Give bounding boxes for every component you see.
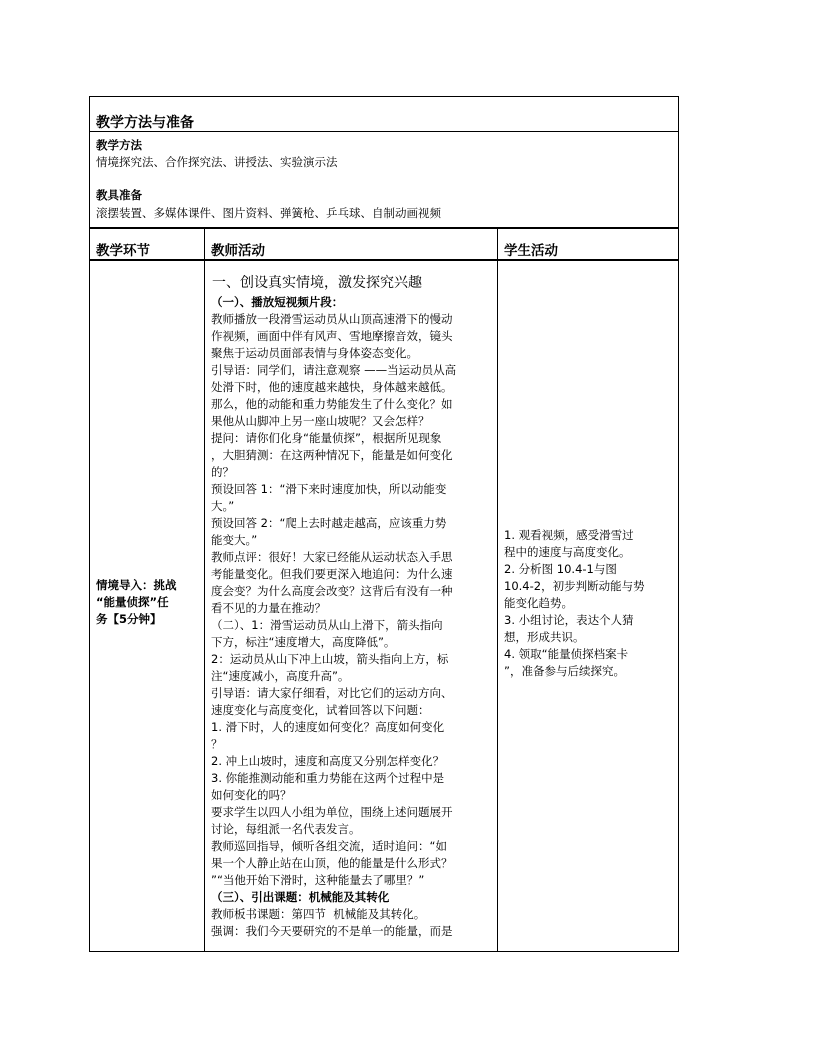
- teacher-line: 速度变化与高度变化，试着回答以下问题：: [211, 703, 430, 717]
- teacher-line: 强调：我们今天要研究的不是单一的能量，而是: [211, 924, 453, 938]
- student-line: 4. 领取“能量侦探档案卡: [504, 647, 629, 661]
- teacher-line: 如何变化的吗？: [211, 788, 292, 802]
- teacher-line: 讨论，每组派一名代表发言。: [211, 822, 361, 836]
- stage-line: 务【5分钟】: [96, 612, 162, 626]
- teacher-line: 2：运动员从山下冲上山坡，箭头指向上方，标: [211, 652, 449, 666]
- student-line: 1. 观看视频，感受滑雪过: [504, 528, 634, 542]
- teacher-line: 下方，标注“速度增大，高度降低”。: [211, 635, 396, 649]
- teacher-line: 3. 你能推测动能和重力势能在这两个过程中是: [211, 771, 445, 785]
- teacher-line: ？: [211, 737, 223, 751]
- teacher-line: 引导语：同学们，请注意观察 ——当运动员从高: [211, 363, 457, 377]
- teacher-line: 2. 冲上山坡时，速度和高度又分别怎样变化？: [211, 754, 445, 768]
- teacher-line: 度会变？为什么高度会改变？这背后有没有一种: [211, 584, 453, 598]
- teacher-subheading: （一）、播放短视频片段：: [211, 295, 344, 309]
- student-line: ”，准备参与后续探究。: [504, 664, 625, 678]
- teacher-line: ”“当他开始下滑时，这种能量去了哪里？”: [211, 873, 425, 887]
- section-title: 教学方法与准备: [96, 115, 194, 131]
- teacher-line: 要求学生以四人小组为单位，围绕上述问题展开: [211, 805, 453, 819]
- teacher-line: 注“速度减小，高度升高”。: [211, 669, 350, 683]
- stage-line: 情境导入：挑战: [96, 578, 177, 592]
- teacher-line: 考能量变化。但我们要更深入地追问：为什么速: [211, 567, 453, 581]
- header-bottom-border: [90, 259, 678, 261]
- teacher-line: 引导语：请大家仔细看，对比它们的运动方向、: [211, 686, 453, 700]
- teacher-line: 处滑下时，他的速度越来越快，身体越来越低。: [211, 380, 453, 394]
- student-line: 想，形成共识。: [504, 630, 585, 644]
- stage-cell: [96, 577, 200, 628]
- teacher-heading: 一、创设真实情境，激发探究兴趣: [212, 275, 422, 291]
- teacher-subheading: （三）、引出课题：机械能及其转化: [211, 890, 390, 904]
- teacher-line: 教师播放一段滑雪运动员从山顶高速滑下的慢动: [211, 312, 453, 326]
- header-student: 学生活动: [504, 243, 558, 259]
- header-top-border: [90, 227, 678, 229]
- student-activity-cell: [504, 527, 674, 680]
- student-line: 能变化趋势。: [504, 596, 573, 610]
- student-line: 10.4-2，初步判断动能与势: [504, 579, 645, 593]
- lesson-plan-table: [89, 96, 679, 952]
- teacher-line: （二）、1：滑雪运动员从山上滑下，箭头指向: [211, 618, 443, 632]
- teacher-line: 能变大。”: [211, 533, 258, 547]
- teacher-line: 聚焦于运动员面部表情与身体姿态变化。: [211, 346, 418, 360]
- tools-text: 滚摆装置、多媒体课件、图片资料、弹簧枪、乒乓球、自制动画视频: [96, 206, 441, 220]
- student-line: 3. 小组讨论，表达个人猜: [504, 613, 634, 627]
- teacher-activity-cell: [211, 272, 493, 940]
- teacher-line: 果他从山脚冲上另一座山坡呢？又会怎样？: [211, 414, 430, 428]
- methods-text: 情境探究法、合作探究法、讲授法、实验演示法: [96, 155, 338, 169]
- header-teacher: 教师活动: [211, 243, 265, 259]
- section-divider: [90, 131, 678, 132]
- teacher-line: ，大胆猜测：在这两种情况下，能量是如何变化: [211, 448, 453, 462]
- student-line: 2. 分析图 10.4-1与图: [504, 562, 617, 576]
- teacher-line: 那么，他的动能和重力势能发生了什么变化？如: [211, 397, 453, 411]
- teacher-line: 预设回答 2：“爬上去时越走越高，应该重力势: [211, 516, 447, 530]
- column-divider-1: [204, 228, 205, 952]
- teacher-line: 预设回答 1：“滑下来时速度加快，所以动能变: [211, 482, 447, 496]
- teacher-line: 提问：请你们化身“能量侦探”，根据所见现象: [211, 431, 442, 445]
- teacher-line: 果一个人静止站在山顶，他的能量是什么形式？: [211, 856, 453, 870]
- teacher-line: 大。”: [211, 499, 235, 513]
- teacher-line: 教师板书课题：第四节 机械能及其转化。: [211, 907, 426, 921]
- teacher-line: 的？: [211, 465, 234, 479]
- tools-label: 教具准备: [96, 188, 142, 202]
- teacher-line: 作视频，画面中伴有风声、雪地摩擦音效，镜头: [211, 329, 453, 343]
- teacher-line: 教师巡回指导，倾听各组交流，适时追问：“如: [211, 839, 447, 853]
- column-divider-2: [497, 228, 498, 952]
- stage-line: “能量侦探”任: [96, 595, 169, 609]
- header-stage: 教学环节: [96, 243, 150, 259]
- teacher-line: 看不见的力量在推动？: [211, 601, 326, 615]
- teacher-line: 1. 滑下时，人的速度如何变化？高度如何变化: [211, 720, 445, 734]
- student-line: 程中的速度与高度变化。: [504, 545, 631, 559]
- methods-label: 教学方法: [96, 138, 142, 152]
- teacher-line: 教师点评：很好！大家已经能从运动状态入手思: [211, 550, 453, 564]
